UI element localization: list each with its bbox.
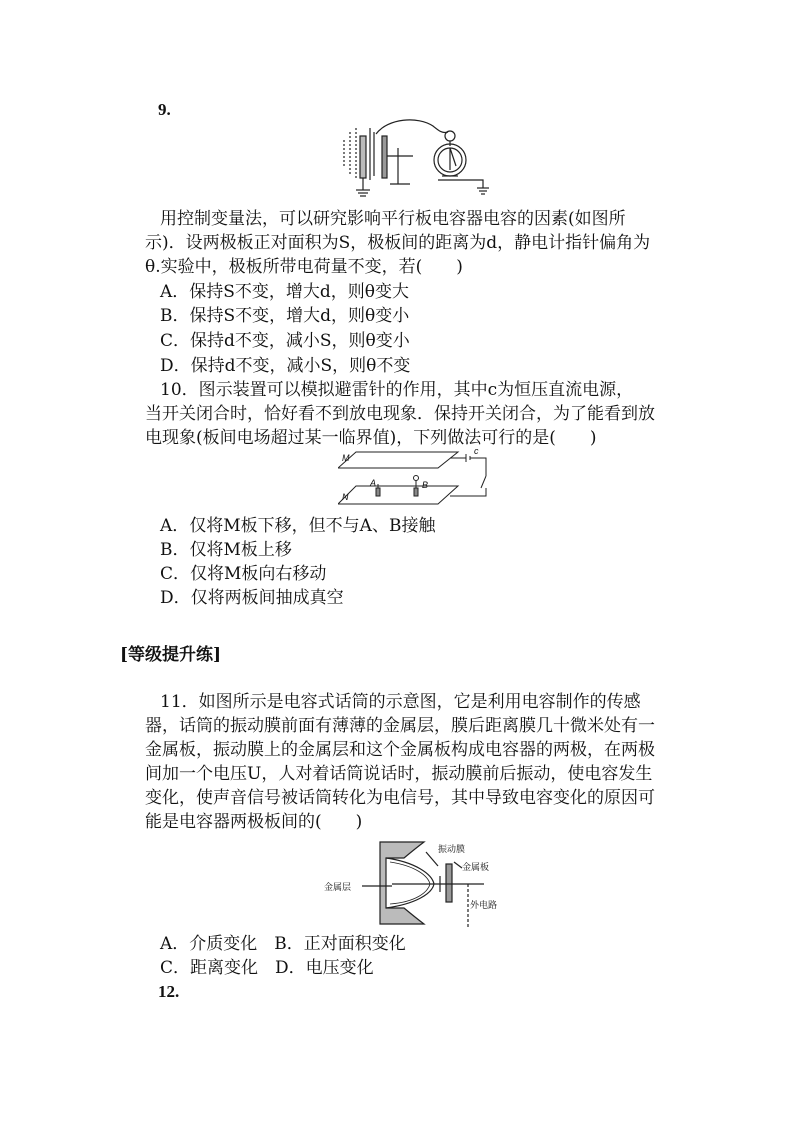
condenser-microphone-figure (320, 838, 510, 930)
electroscope-capacitor-figure (338, 118, 500, 203)
question-11-stem-line2: 器，话筒的振动膜前面有薄薄的金属层，膜后距离膜几十微米处有一 (145, 716, 655, 736)
question-9-stem-line1: 用控制变量法，可以研究影响平行板电容器电容的因素(如图所 (160, 209, 626, 229)
question-12-number: 12. (158, 982, 180, 1001)
source-c-label: c (474, 448, 479, 456)
plate-n-label: N (342, 492, 349, 502)
question-10-option-b: B．仅将M板上移 (160, 540, 292, 560)
question-11-stem-line6: 能是电容器两极板间的( ) (145, 812, 363, 832)
question-9-option-c: C．保持d不变，减小S，则θ变小 (160, 331, 410, 351)
question-11-stem-line5: 变化，使声音信号被话筒转化为电信号，其中导致电容变化的原因可 (145, 788, 655, 808)
question-9-stem-line3: θ.实验中，极板所带电荷量不变，若( ) (145, 257, 463, 277)
diaphragm-label: 振动膜 (438, 845, 466, 855)
question-10-option-d: D．仅将两板间抽成真空 (160, 588, 344, 608)
question-9-option-b: B．保持S不变，增大d，则θ变小 (160, 306, 410, 326)
question-10-stem-line3: 电现象(板间电场超过某一临界值)，下列做法可行的是( ) (145, 428, 597, 448)
question-10-stem-line2: 当开关闭合时，恰好看不到放电现象．保持开关闭合，为了能看到放 (145, 404, 655, 424)
section-title: [等级提升练] (120, 645, 222, 665)
question-11-stem-line3: 金属板，振动膜上的金属层和这个金属板构成电容器的两极，在两极 (145, 740, 655, 760)
external-circuit-label: 外电路 (470, 901, 498, 911)
question-9-option-a: A．保持S不变，增大d，则θ变大 (160, 282, 410, 302)
question-11-stem-line4: 间加一个电压U，人对着话筒说话时，振动膜前后振动，使电容发生 (145, 764, 653, 784)
question-9-option-d: D．保持d不变，减小S，则θ不变 (160, 356, 411, 376)
metal-plate-label: 金属板 (462, 863, 490, 873)
rod-b-label: B (422, 480, 429, 490)
question-10-stem-line1: 10．图示装置可以模拟避雷针的作用，其中c为恒压直流电源， (160, 380, 634, 400)
rod-a-label: A (370, 478, 377, 488)
question-9-number: 9. (158, 100, 171, 119)
question-11-options-line1: A．介质变化 B．正对面积变化 (160, 934, 406, 954)
question-11-stem-line1: 11．如图所示是电容式话筒的示意图，它是利用电容制作的传感 (160, 692, 641, 712)
question-10-option-c: C．仅将M板向右移动 (160, 564, 327, 584)
question-11-options-line2: C．距离变化 D．电压变化 (160, 958, 374, 978)
lightning-rod-figure (338, 448, 498, 510)
question-9-stem-line2: 示)．设两极板正对面积为S，极板间的距离为d，静电计指针偏角为 (145, 233, 651, 253)
plate-m-label: M (342, 453, 350, 463)
metal-layer-label: 金属层 (324, 883, 352, 893)
question-10-option-a: A．仅将M板下移，但不与A、B接触 (160, 516, 436, 536)
